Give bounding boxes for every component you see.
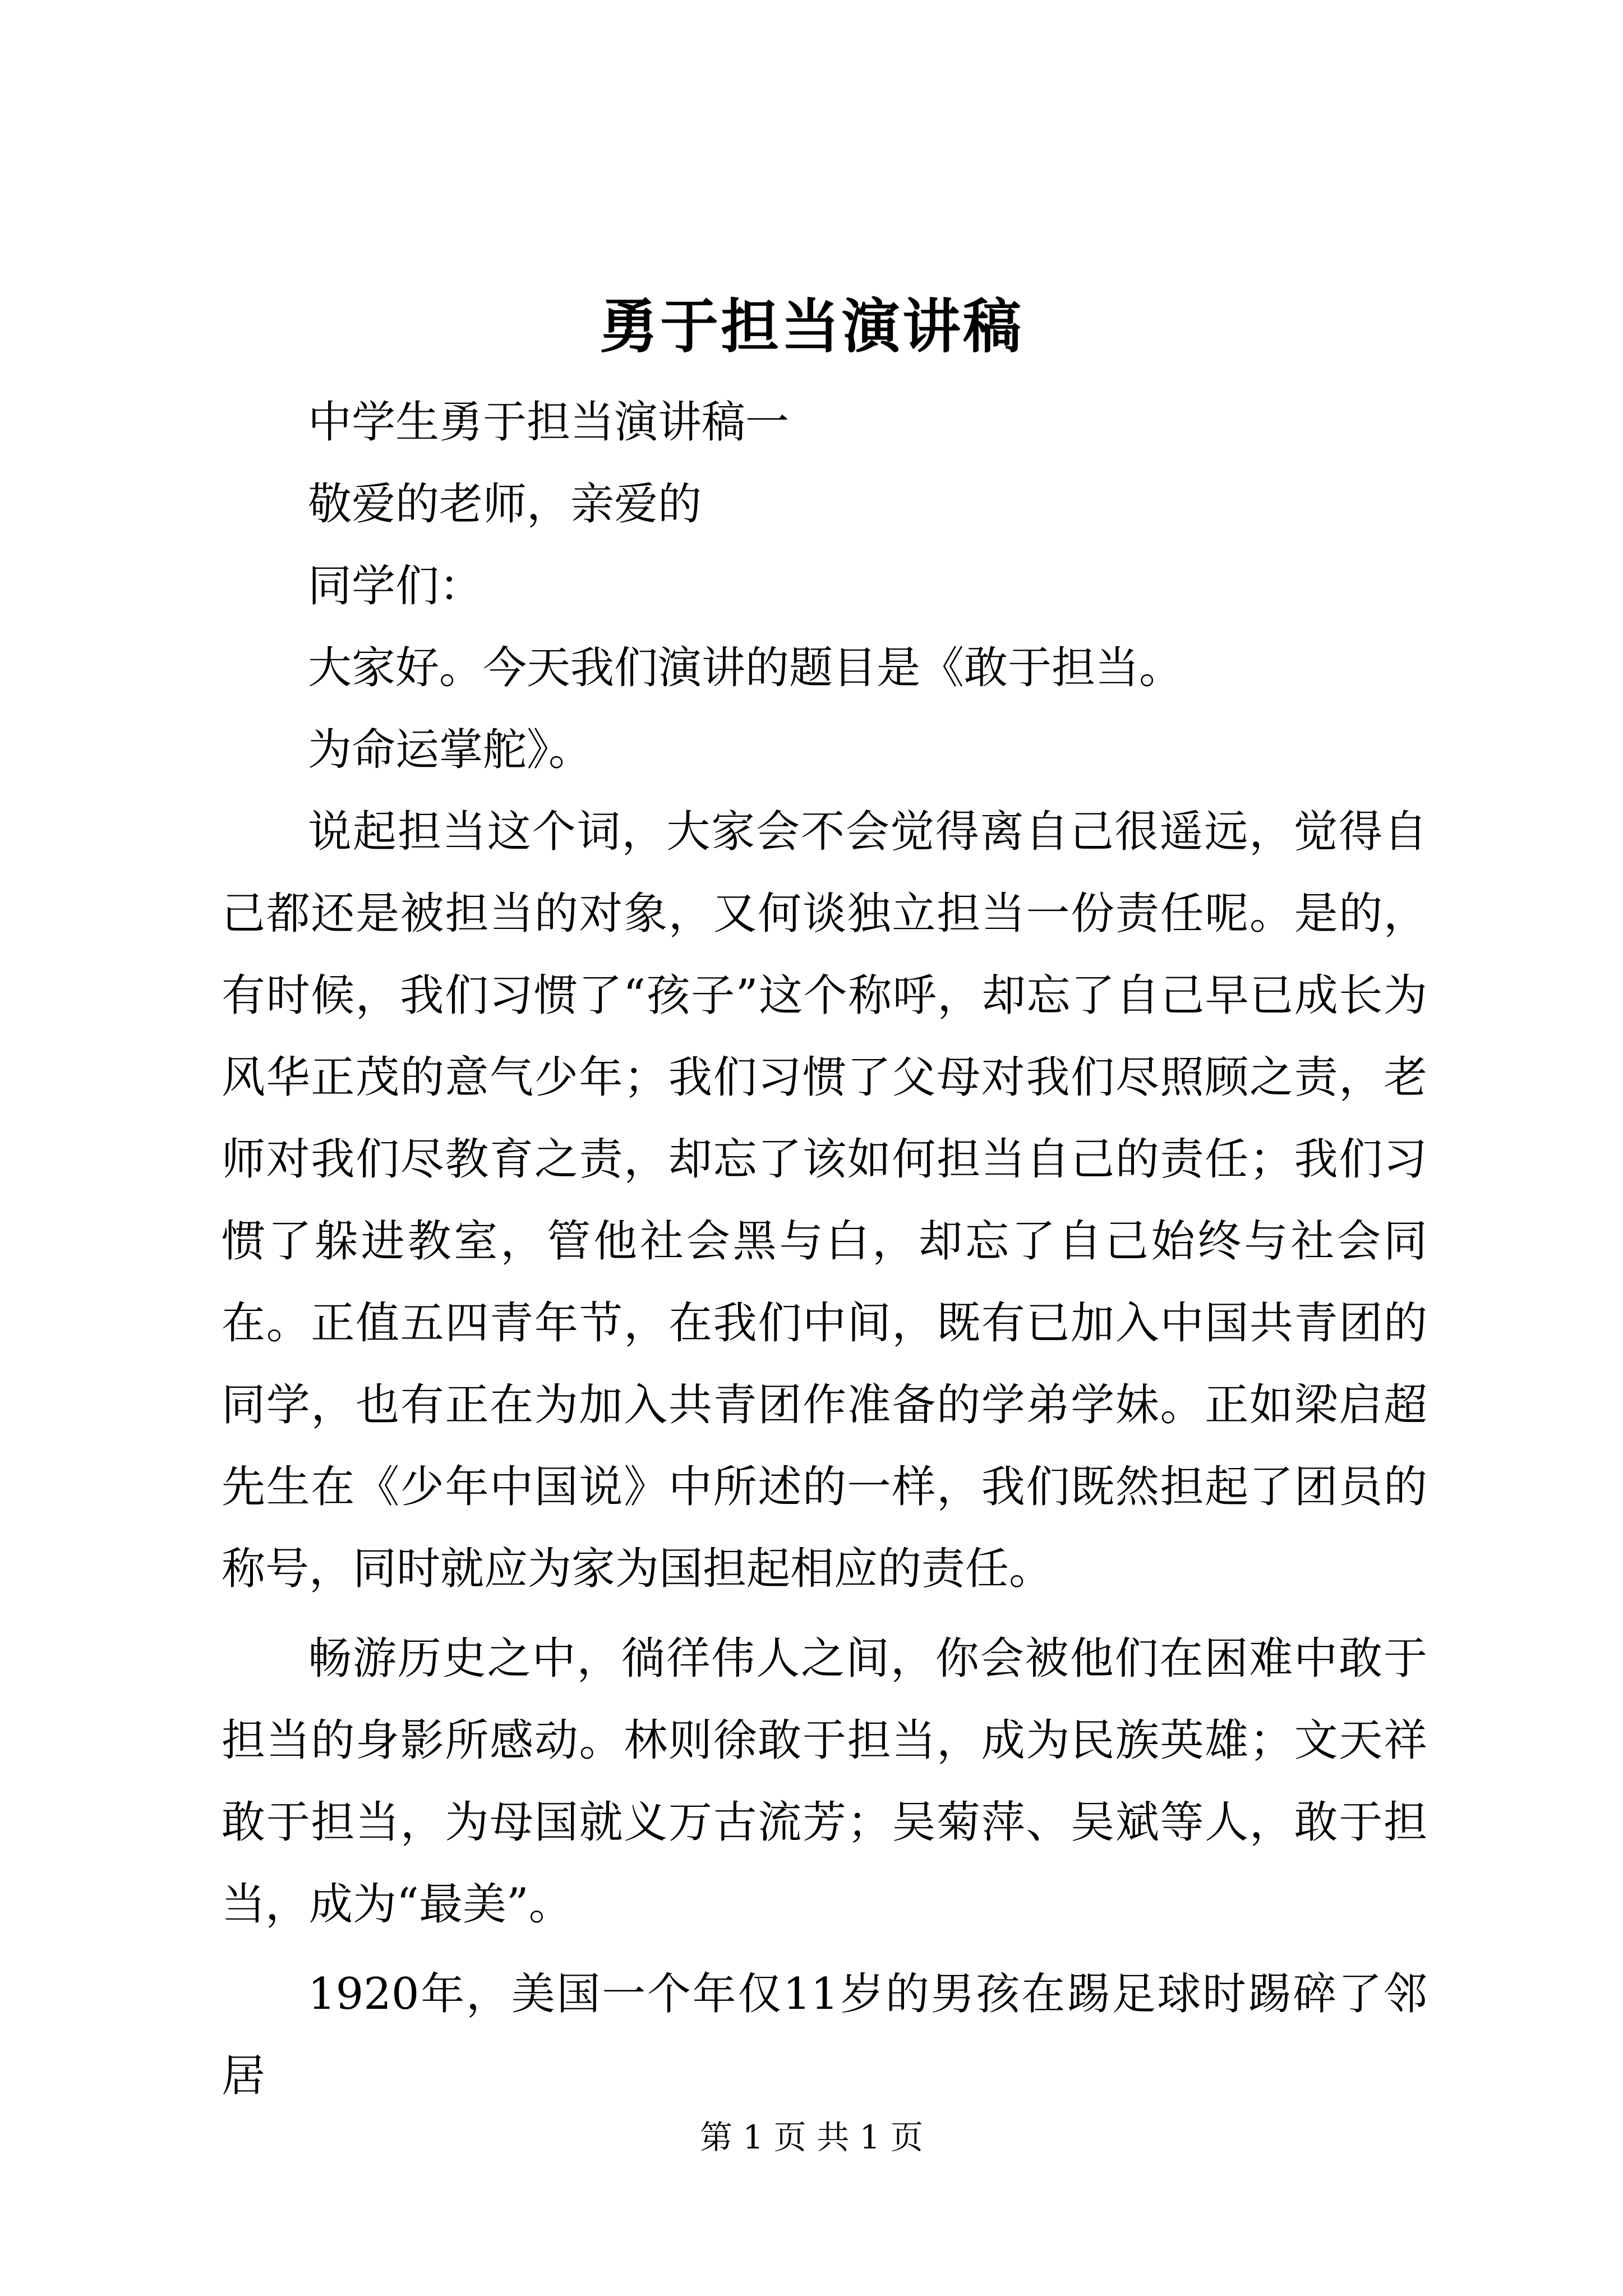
page-footer: 第 1 页 共 1 页 (700, 2118, 923, 2156)
greeting-line: 同学们： (308, 561, 483, 611)
document-title: 勇于担当演讲稿 (599, 292, 1023, 361)
intro-line: 大家好。今天我们演讲的题目是《敢于担当。 (308, 643, 1183, 693)
body-paragraph: 畅游历史之中，徜徉伟人之间，你会被他们在困难中敢于担当的身影所感动。林则徐敢于担当，成为民族英雄；文天祥敢于担当，为母国就义万古流芳；吴菊萍、吴斌等人，敢于担当，成为“最美”。 (222, 1634, 1427, 1930)
document-body (222, 381, 1427, 2117)
greeting-line: 敬爱的老师，亲爱的 (308, 479, 702, 530)
body-paragraph: 说起担当这个词，大家会不会觉得离自己很遥远，觉得自己都还是被担当的对象，又何谈独立担当一份责任呢。是的，有时候，我们习惯了“孩子”这个称呼，却忘了自己早已成长为风华正茂的意气少年；我们习惯了父母对我们尽照顾之责，老师对我们尽教育之责，却忘了该如何担当自己的责任；我们习惯了躲进教室，管他社会黑与白，却忘了自己始终与社会同在。正值五四青年节，在我们中间，既有已加入中国共青团的同学，也有正在为加入共青团作准备的学弟学妹。正如梁启超先生在《少年中国说》中所述的一样，我们既然担起了团员的称号，同时就应为家为国担起相应的责任。 (222, 807, 1427, 1594)
body-paragraph: 1920年，美国一个年仅11岁的男孩在踢足球时踢碎了邻居 (222, 1969, 1427, 2101)
intro-line: 为命运掌舵》。 (308, 725, 593, 775)
subtitle-line: 中学生勇于担当演讲稿一 (308, 397, 790, 448)
